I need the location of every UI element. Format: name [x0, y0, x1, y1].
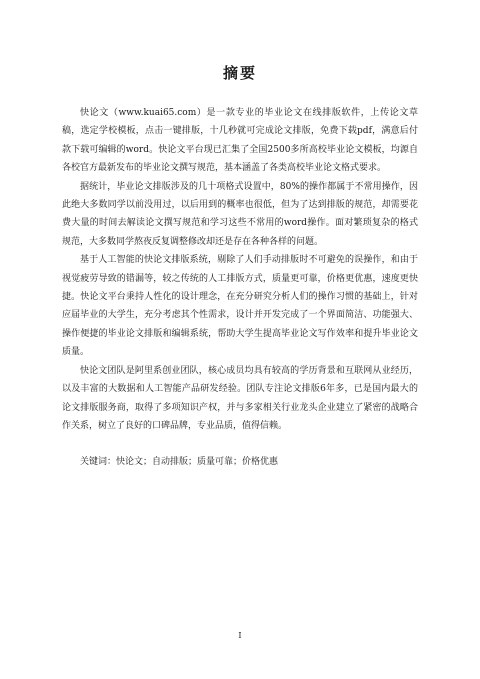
- abstract-paragraph-3: 基于人工智能的快论文排版系统，剔除了人们手动排版时不可避免的误操作，和由于视觉疲劳导致的错漏等，较之传统的人工排版方式，质量更可靠，价格更优惠，速度更快捷。快论文平台秉持人性化的设计理念，在充分研究分析人们的操作习惯的基础上，针对应届毕业的大学生，充分考虑其个性需求，设计并开发完成了一个界面简洁、功能强大、操作便捷的毕业论文排版和编辑系统，帮助大学生提高毕业论文写作效率和提升毕业论文质量。: [62, 255, 418, 358]
- abstract-title: 摘要: [222, 64, 257, 82]
- abstract-paragraph-1: 快论文（www.kuai65.com）是一款专业的毕业论文在线排版软件，上传论文草稿，选定学校模板，点击一键排版，十几秒就可完成论文排版，免费下载pdf，满意后付款下载可编辑的word。快论文平台现已汇集了全国2500多所高校毕业论文模板，均源自各校官方最新发布的毕业论文撰写规范，基本涵盖了各类高校毕业论文格式要求。: [62, 108, 418, 174]
- abstract-body: [62, 104, 418, 472]
- page-number: I: [238, 631, 242, 640]
- keywords-line: 关键词：快论文；自动排版；质量可靠；价格优惠: [80, 457, 279, 468]
- abstract-paragraph-4: 快论文团队是阿里系创业团队，核心成员均具有较高的学历背景和互联网从业经历，以及丰富的大数据和人工智能产品研发经验。团队专注论文排版6年多，已是国内最大的论文排版服务商，取得了多项知识产权，并与多家相关行业龙头企业建立了紧密的战略合作关系，树立了良好的口碑品牌，专业品质，值得信赖。: [62, 365, 418, 431]
- abstract-paragraph-2: 据统计，毕业论文排版涉及的几十项格式设置中，80%的操作都属于不常用操作，因此绝大多数同学以前没用过，以后用到的概率也很低，但为了达到排版的规范，却需要花费大量的时间去解读论文撰写规范和学习这些不常用的word操作。面对繁琐复杂的格式规范，大多数同学熬夜反复调整修改却还是存在各种各样的问题。: [62, 181, 418, 247]
